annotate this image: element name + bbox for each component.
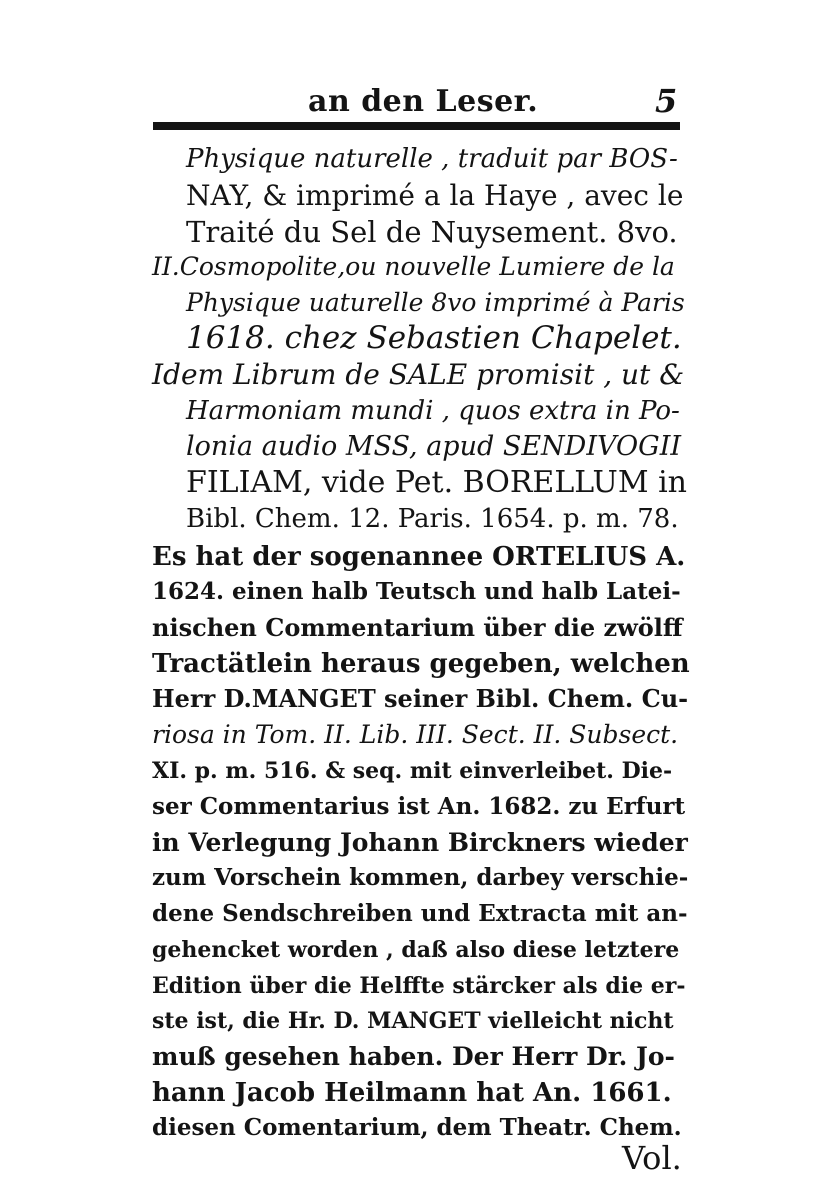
text-line-25: ste ist, die Hr. D. MANGET vielleicht nicht bbox=[152, 1008, 674, 1034]
text-line-2: NAY, & imprimé a la Haye , avec le bbox=[186, 179, 684, 212]
text-line-27: hann Jacob Heilmann hat An. 1661. bbox=[152, 1078, 672, 1108]
text-line-11: Bibl. Chem. 12. Paris. 1654. p. m. 78. bbox=[186, 504, 679, 534]
text-line-12: Es hat der sogenannee ORTELIUS A. bbox=[152, 542, 686, 572]
text-line-21: zum Vorschein kommen, darbey verschie- bbox=[152, 864, 689, 891]
catchword: Vol. bbox=[622, 1139, 682, 1177]
text-line-15: Tractätlein heraus gegeben, welchen bbox=[152, 649, 690, 679]
header-rule bbox=[153, 124, 680, 130]
text-line-17: riosa in Tom. II. Lib. III. Sect. II. Subsect. bbox=[152, 720, 679, 749]
text-line-18: XI. p. m. 516. & seq. mit einverleibet. Die- bbox=[152, 758, 673, 784]
text-line-20: in Verlegung Johann Birckners wieder bbox=[152, 828, 688, 857]
text-line-3: Traité du Sel de Nuysement. 8vo. bbox=[186, 215, 678, 249]
page-number: 5 bbox=[655, 82, 678, 120]
text-line-5: Physique uaturelle 8vo imprimé à Paris bbox=[186, 288, 685, 317]
text-line-23: gehencket worden , daß also diese letztere bbox=[152, 937, 680, 963]
text-line-10: FILIAM, vide Pet. BORELLUM in bbox=[186, 465, 687, 500]
text-line-13: 1624. einen halb Teutsch und halb Latei- bbox=[152, 578, 681, 605]
text-line-28: diesen Comentarium, dem Theatr. Chem. bbox=[152, 1114, 682, 1141]
text-line-14: nischen Commentarium über die zwölff bbox=[152, 613, 683, 642]
text-line-26: muß gesehen haben. Der Herr Dr. Jo- bbox=[152, 1042, 675, 1071]
text-line-6: 1618. chez Sebastien Chapelet. bbox=[186, 320, 682, 356]
text-line-4: II.Cosmopolite,ou nouvelle Lumiere de la bbox=[152, 252, 675, 281]
text-line-19: ser Commentarius ist An. 1682. zu Erfurt bbox=[152, 793, 686, 820]
text-line-7: Idem Librum de SALE promisit , ut & bbox=[152, 358, 685, 391]
text-line-24: Edition über die Helffte stärcker als die er- bbox=[152, 973, 686, 999]
text-line-9: lonia audio MSS, apud SENDIVOGII bbox=[186, 431, 682, 462]
running-head-title: an den Leser. bbox=[308, 84, 539, 119]
text-line-16: Herr D.MANGET seiner Bibl. Chem. Cu- bbox=[152, 684, 689, 713]
text-line-8: Harmoniam mundi , quos extra in Po- bbox=[186, 396, 680, 426]
text-line-1: Physique naturelle , traduit par BOS- bbox=[186, 144, 678, 174]
text-line-22: dene Sendschreiben und Extracta mit an- bbox=[152, 900, 688, 927]
